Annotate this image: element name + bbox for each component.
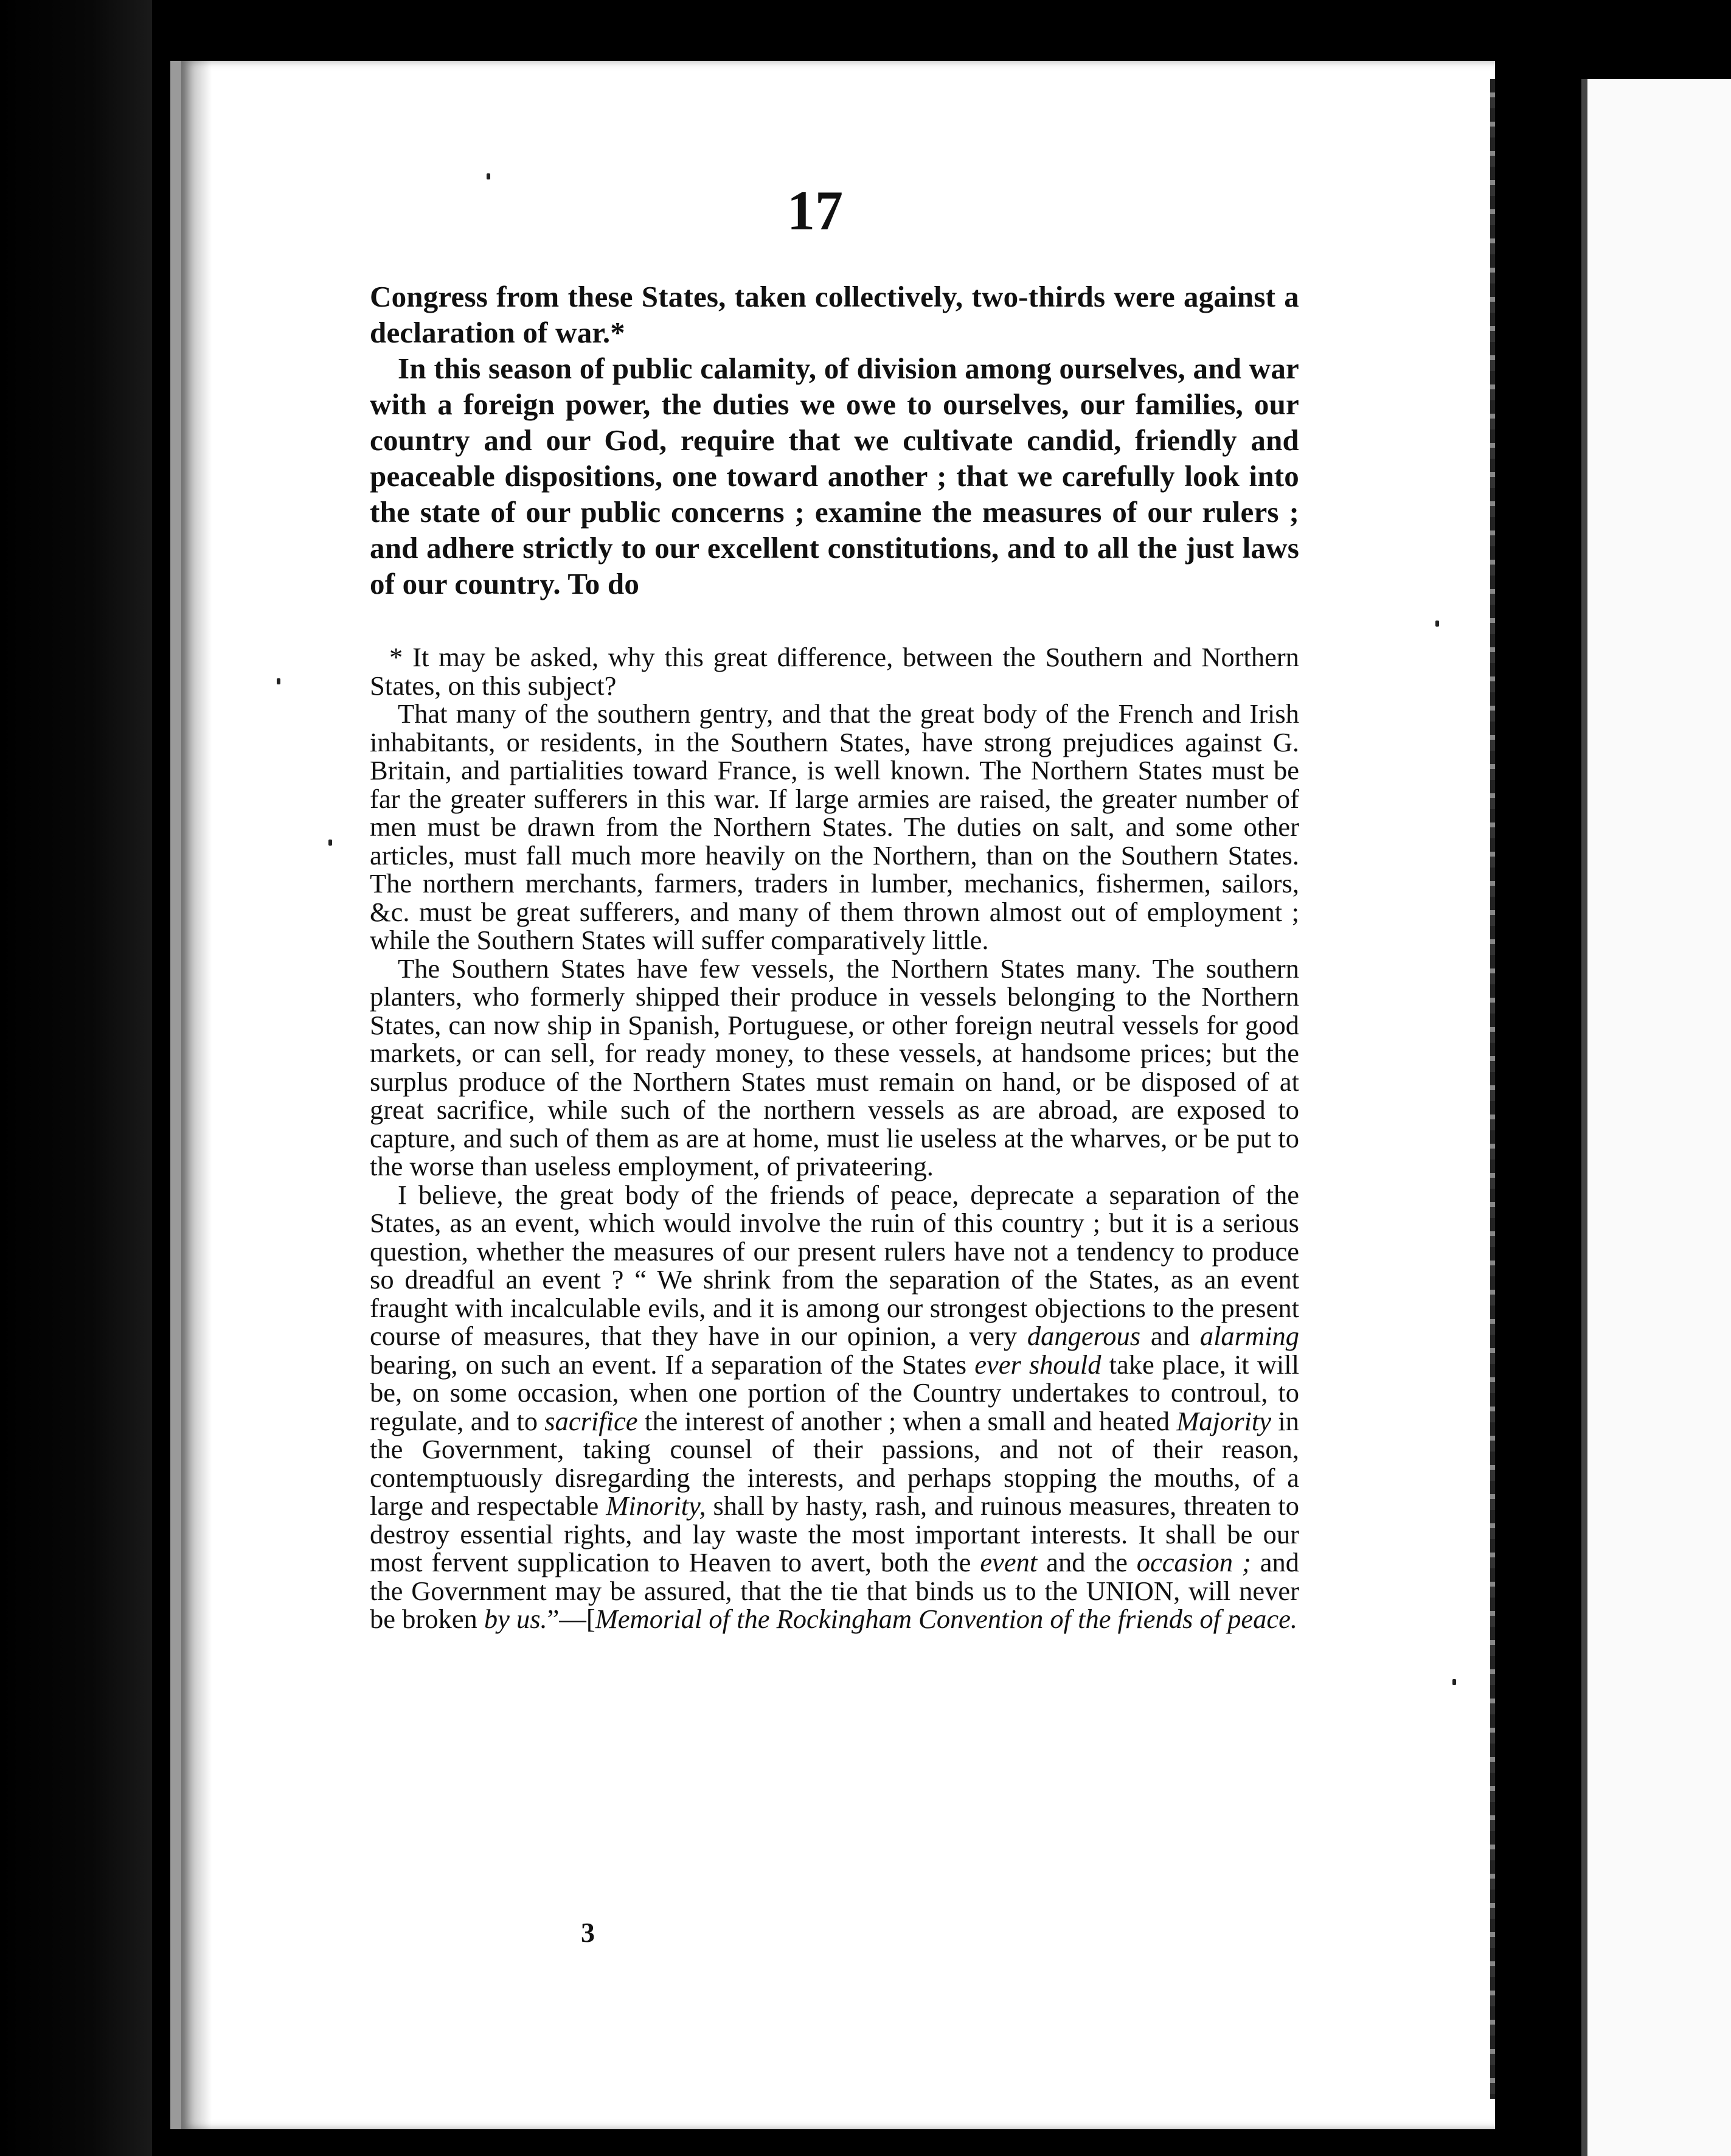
- emphasis: sacrifice: [544, 1405, 638, 1436]
- emphasis: Majority: [1176, 1405, 1272, 1436]
- footnote-paragraph-memorial: [370, 1181, 1299, 1633]
- emphasis: by us.: [484, 1604, 547, 1634]
- emphasis: event: [980, 1547, 1038, 1577]
- emphasis: ever should: [974, 1349, 1101, 1380]
- text-run: bearing, on such an event. If a separation of the States: [370, 1349, 975, 1380]
- footnote: [370, 643, 1299, 1633]
- text-run: I believe, the great body of the friends of peace, deprecate a separation of the States, as an event, which would involve the ruin of this country ; but it is a serious question, whether the measures of our present rulers have not a tendency to produce so dreadful an event ? “ We shrink from the separation of the States, as an event fraught with incalculable evils, and it is among our strongest objections to the present course of measures, that they have in our opinion, a very: [370, 1179, 1299, 1351]
- main-paragraph-continued: Congress from these States, taken collectively, two-thirds were against a declaration of war.*: [370, 280, 1299, 349]
- page-text: [370, 279, 1299, 1633]
- adjacent-page-edge: [1581, 79, 1731, 2156]
- ink-speck: [1452, 1679, 1456, 1685]
- text-run: take place, it will be, on some occasion, when one portion of the Country undertakes to controul, to regulate, and to: [370, 1349, 1299, 1436]
- ink-speck: [328, 840, 332, 846]
- emphasis: occasion ;: [1136, 1547, 1251, 1577]
- text-run: in the Government, taking counsel of their passions, and not of their reason, contemptuously disregarding the interests, and perhaps stopping the mouths, of a large and respectable: [370, 1405, 1299, 1521]
- ink-speck: [277, 678, 280, 684]
- footnote-question: * It may be asked, why this great difference, between the Southern and Northern States, on this subject?: [370, 642, 1299, 701]
- text-run: shall by hasty, rash, and ruinous measures, threaten to destroy essential rights, and lay waste the most important interests. It shall be our most fervent supplication to Heaven to avert, both the: [370, 1490, 1299, 1577]
- text-run: and the Government may be assured, that the tie that binds us to the UNION, will never be broken: [370, 1547, 1299, 1634]
- emphasis: Minority,: [606, 1490, 706, 1521]
- main-paragraph: In this season of public calamity, of division among ourselves, and war with a foreign power, the duties we owe to ourselves, our families, our country and our God, require that we cultivate candid, friendly and peaceable dispositions, one toward another ; that we carefully look into the state of our public concerns ; examine the measures of our rulers ; and adhere strictly to our excellent constitutions, and to all the just laws of our country. To do: [370, 352, 1299, 600]
- signature-mark: 3: [581, 1917, 595, 1948]
- ink-speck: [487, 173, 490, 179]
- footnote-paragraph: That many of the southern gentry, and that the great body of the French and Irish inhabitants, or residents, in the Southern States, have strong prejudices against G. Britain, and partialities toward France, is well known. The Northern States must be far the greater sufferers in this war. If large armies are raised, the greater number of men must be drawn from the Northern States. The duties on salt, and some other articles, must fall much more heavily on the Northern, than on the Southern States. The northern merchants, farmers, traders in lumber, mechanics, fishermen, sailors, &c. must be great sufferers, and many of them thrown almost out of employment ; while the Southern States will suffer comparatively little.: [370, 698, 1299, 955]
- emphasis: dangerous: [1027, 1321, 1141, 1351]
- text-run: the interest of another ; when a small and heated: [637, 1405, 1177, 1436]
- text-run: and: [1140, 1321, 1200, 1351]
- book-binding-edge: [0, 0, 152, 2156]
- text-run: and the: [1037, 1547, 1137, 1577]
- page-number: 17: [787, 179, 843, 242]
- emphasis: alarming: [1199, 1321, 1299, 1351]
- text-run: ”—[: [547, 1604, 595, 1634]
- page-gutter-shadow: [181, 61, 212, 2129]
- footnote-paragraph: The Southern States have few vessels, the Northern States many. The southern planters, who formerly shipped their produce in vessels belonging to the Northern States, can now ship in Spanish, Portuguese, or other foreign neutral vessels for good markets, or can sell, for ready money, to these vessels, at handsome prices; but the surplus produce of the Northern States must remain on hand, or be disposed of at great sacrifice, while such of the northern vessels as are abroad, are exposed to capture, and such of them as are at home, must lie useless at the wharves, or be put to the worse than useless employment, of privateering.: [370, 953, 1299, 1181]
- ink-speck: [1435, 621, 1439, 627]
- page-right-edge: [1490, 79, 1495, 2099]
- citation: Memorial of the Rockingham Convention of the friends of peace.: [595, 1604, 1298, 1634]
